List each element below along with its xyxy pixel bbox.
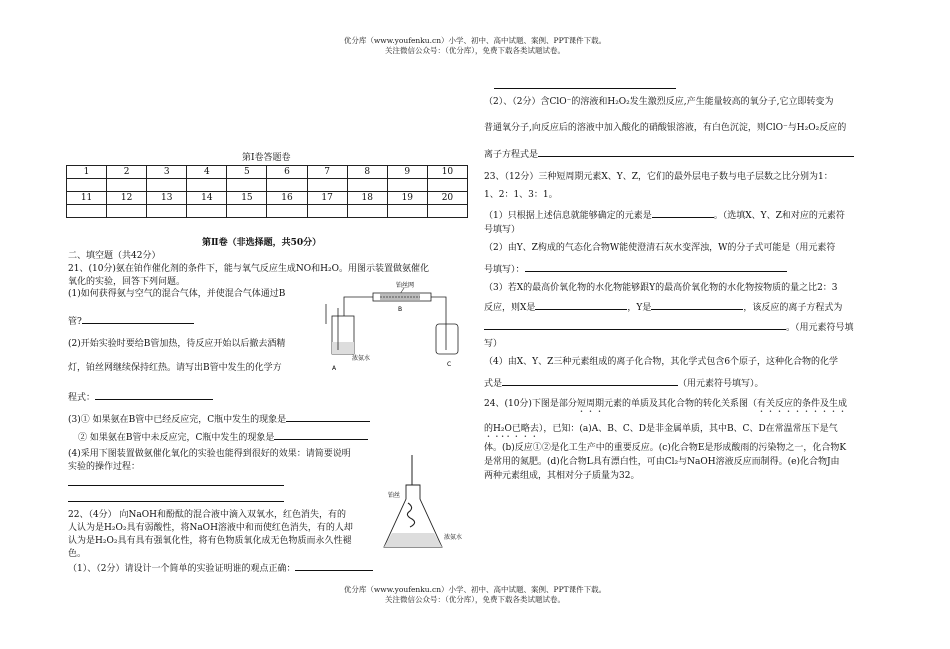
q24-emphasis-conditions: 有关反应的条件及生成 bbox=[756, 399, 847, 409]
q22-line-4: 色。 bbox=[68, 549, 87, 559]
q22-part-2-line-3 bbox=[484, 147, 854, 161]
q24-line-5: 两种元素组成，其相对分子质量为32。 bbox=[484, 471, 640, 481]
answer-cell-number: 16 bbox=[267, 192, 307, 205]
page-header bbox=[0, 36, 950, 56]
q21-part-2-blank[interactable] bbox=[95, 390, 213, 400]
q21-part-2-line-3 bbox=[68, 390, 213, 404]
footer-line-2: 关注微信公众号：（优分库），免费下载各类试题试卷。 bbox=[385, 594, 565, 604]
q21-part-4-answer-line-2[interactable] bbox=[68, 493, 284, 502]
answer-table bbox=[66, 165, 468, 218]
conical-flask-figure bbox=[378, 455, 468, 555]
label-ammonia-water: 浓氨水 bbox=[352, 355, 371, 362]
answer-cell-number: 12 bbox=[107, 192, 147, 205]
q23-part-3-x-text: 反应，则X是 bbox=[484, 303, 536, 313]
label-ammonia-water-2: 浓氨水 bbox=[444, 534, 463, 541]
q21-part-3b-text: ② 如果氨在B管中未反应完，C瓶中发生的现象是 bbox=[78, 433, 275, 443]
answer-table-blank-row-2 bbox=[67, 205, 468, 218]
q23-part-4-blank[interactable] bbox=[502, 376, 678, 386]
q22-part-2-line-2: 普通氧分子,向反应后的溶液中加入酸化的硝酸银溶液，有白色沉淀，则ClO⁻与H₂O₂反应的 bbox=[484, 123, 847, 133]
answer-cell-number: 7 bbox=[307, 166, 347, 179]
q24-line-1 bbox=[484, 398, 847, 415]
q24-line-2 bbox=[484, 423, 838, 440]
q22-continued-blank[interactable] bbox=[494, 80, 676, 89]
q23-part-3-line-4: 写） bbox=[484, 339, 503, 349]
answer-cell-number: 6 bbox=[267, 166, 307, 179]
q23-part-1-line-1 bbox=[484, 208, 845, 222]
q24-line-3: 体。(b)反应①②是化工生产中的重要反应。(c)化合物E是形成酸雨的污染物之一，化合物K bbox=[484, 443, 847, 453]
q22-part-1 bbox=[68, 561, 373, 575]
header-line-1: 优分库（www.youfenku.cn）小学、初中、高中试题、案例、PPT课件下载。 bbox=[343, 36, 607, 45]
q22-part-2-blank[interactable] bbox=[538, 147, 854, 157]
q22-part-1-text: （1）、（2分）请设计一个简单的实验证明谁的观点正确： bbox=[68, 564, 296, 574]
q23-part-3-eq-blank[interactable] bbox=[484, 320, 786, 330]
q21-part-4-line-2: 实验的操作过程： bbox=[68, 462, 141, 472]
q21-part-3-line-1 bbox=[68, 412, 370, 426]
q21-part-2-line-1: (2)开始实验时要给B管加热，待反应开始以后撤去酒精 bbox=[68, 339, 286, 349]
label-c: C bbox=[447, 361, 452, 368]
answer-cell-number: 13 bbox=[147, 192, 187, 205]
answer-cell-number: 15 bbox=[227, 192, 267, 205]
q23-part-3-y-text: ，Y是 bbox=[627, 303, 652, 313]
q23-part-4-hint: （用元素符号填写）。 bbox=[678, 379, 764, 389]
label-platinum-wire: 铂丝 bbox=[388, 492, 401, 499]
q21-part-1-text: 管? bbox=[68, 317, 82, 327]
q23-part-3-line-2 bbox=[484, 300, 842, 314]
q23-part-2-blank[interactable] bbox=[525, 262, 787, 272]
label-b: B bbox=[398, 306, 403, 313]
q23-part-3-line-3 bbox=[484, 320, 854, 334]
q21-part-3b-blank[interactable] bbox=[274, 430, 368, 440]
q23-part-2-text: 号填写）： bbox=[484, 265, 525, 275]
q21-part-1-line-1: (1)如何获得氨与空气的混合气体，并使混合气体通过B bbox=[68, 289, 286, 299]
q23-part-3-y-blank[interactable] bbox=[651, 300, 743, 310]
answer-cell-number: 4 bbox=[187, 166, 227, 179]
q23-part-1-text: （1）只根据上述信息就能够确定的元素是 bbox=[484, 211, 652, 221]
q24-text-1: 24、(10分)下图是部分 bbox=[484, 399, 577, 409]
answer-table-header-row-2 bbox=[67, 192, 468, 205]
q24-emphasis-short-period: 短周期 bbox=[576, 399, 604, 409]
answer-cell-number: 8 bbox=[347, 166, 387, 179]
q23-part-4-text: 式是 bbox=[484, 379, 503, 389]
q23-part-1-blank[interactable] bbox=[652, 208, 714, 218]
label-platinum-mesh: 铂丝网 bbox=[396, 282, 415, 289]
label-a: A bbox=[332, 365, 337, 372]
answer-cell-number: 10 bbox=[427, 166, 467, 179]
answer-cell-number: 3 bbox=[147, 166, 187, 179]
q23-line-1: 23、（12分）三种短周期元素X、Y、Z，它们的最外层电子数与电子层数之比分别为1： bbox=[484, 172, 833, 182]
q23-part-2-line-2 bbox=[484, 262, 787, 276]
q22-line-1: 22、（4分） 向NaOH和酚酞的混合液中滴入双氧水，红色消失，有的 bbox=[68, 510, 347, 520]
answer-cell-number: 19 bbox=[387, 192, 427, 205]
bottle-c bbox=[436, 324, 458, 354]
answer-cell-number: 9 bbox=[387, 166, 427, 179]
page-footer bbox=[0, 585, 950, 605]
q21-part-2-text: 程式： bbox=[68, 393, 96, 403]
answer-cell-number: 11 bbox=[67, 192, 107, 205]
footer-line-1: 优分库（www.youfenku.cn）小学、初中、高中试题、案例、PPT课件下载。 bbox=[343, 585, 607, 594]
q22-part-2-text: 离子方程式是 bbox=[484, 150, 539, 160]
q21-part-1-blank[interactable] bbox=[82, 314, 194, 324]
q23-part-3-eq-text: ，该反应的离子方程式为 bbox=[743, 303, 843, 313]
q23-part-3-hint: 。（用元素符号填 bbox=[786, 323, 854, 333]
answer-cell-number: 18 bbox=[347, 192, 387, 205]
q23-part-3-x-blank[interactable] bbox=[535, 300, 627, 310]
q21-part-3a-blank[interactable] bbox=[286, 412, 370, 422]
q21-stem-line-1: 21、(10分)氨在铂作催化剂的条件下，能与氧气反应生成NO和H₂O。用图示装置做氨催化 bbox=[68, 264, 430, 274]
answer-cell-number: 5 bbox=[227, 166, 267, 179]
answer-cell-number: 20 bbox=[427, 192, 467, 205]
q21-part-3a-text: (3)① 如果氨在B管中已经反应完，C瓶中发生的现象是 bbox=[68, 415, 287, 425]
q21-part-4-line-1: (4)采用下图装置做氨催化氧化的实验也能得到很好的效果：请简要说明 bbox=[68, 449, 351, 459]
q22-line-2: 人认为是H₂O₂具有弱酸性，将NaOH溶液中和而使红色消失，有的人却 bbox=[68, 523, 353, 533]
answer-sheet-title: 第Ⅰ卷答题卷 bbox=[242, 153, 291, 163]
apparatus-figure-abc bbox=[318, 280, 468, 372]
answer-table-header-row-1 bbox=[67, 166, 468, 179]
q21-part-3-line-2 bbox=[78, 430, 368, 444]
q21-part-1-line-2 bbox=[68, 314, 194, 328]
answer-table-blank-row-1 bbox=[67, 179, 468, 192]
q23-part-4-line-2 bbox=[484, 376, 764, 390]
answer-cell-number: 2 bbox=[107, 166, 147, 179]
q21-part-4-answer-line-1[interactable] bbox=[68, 477, 284, 486]
q23-part-1-hint: 。（选填X、Y、Z和对应的元素符 bbox=[713, 211, 845, 221]
answer-cell-number: 17 bbox=[307, 192, 347, 205]
q23-part-4-line-1: （4）由X、Y、Z三种元素组成的离子化合物，其化学式包含6个原子，这种化合物的化学 bbox=[484, 357, 839, 367]
q24-emphasis-water-omitted: 的H₂O已略去 bbox=[484, 424, 539, 434]
header-line-2: 关注微信公众号：（优分库），免费下载各类试题试卷。 bbox=[385, 45, 565, 55]
q23-part-2-line-1: （2）由Y、Z构成的气态化合物W能使澄清石灰水变浑浊，W的分子式可能是（用元素符 bbox=[484, 243, 836, 253]
q23-line-2: 1、2：1、3：1。 bbox=[484, 190, 558, 200]
part-2-title: 第Ⅱ卷（非选择题，共50分） bbox=[202, 238, 322, 248]
q22-line-3: 认为是H₂O₂具有具有强氧化性，将有色物质氧化成无色物质而永久性褪 bbox=[68, 536, 352, 546]
q23-part-1-line-2: 号填写） bbox=[484, 225, 521, 235]
answer-cell-number: 14 bbox=[187, 192, 227, 205]
section-title: 二、填空题（共42分） bbox=[68, 251, 161, 261]
q24-text-2: 元素的单质及其化合物的转化关系图（ bbox=[603, 399, 757, 409]
q21-part-2-line-2: 灯，铂丝网继续保持红热。请写出B管中发生的化学方 bbox=[68, 363, 282, 373]
q22-part-1-blank[interactable] bbox=[295, 561, 373, 571]
q21-stem-line-2: 氧化的实验，回答下列问题。 bbox=[68, 277, 186, 287]
answer-cell-number: 1 bbox=[67, 166, 107, 179]
q24-line-4: 是常用的氮肥。(d)化合物L具有漂白性，可由Cl₂与NaOH溶液反应而制得。(e)化合物J由 bbox=[484, 457, 840, 467]
q24-text-3: ），已知：(a)A、B、C、D是非金属单质，其中B、C、D在常温常压下是气 bbox=[538, 424, 838, 434]
q23-part-3-line-1: （3）若X的最高价氧化物的水化物能够跟Y的最高价氧化物的水化物按物质的量之比2：3 bbox=[484, 283, 838, 293]
q22-part-2-line-1: （2）、（2分）含ClO⁻的溶液和H₂O₂发生激烈反应,产生能量较高的氧分子,它立即转变为 bbox=[484, 97, 834, 107]
